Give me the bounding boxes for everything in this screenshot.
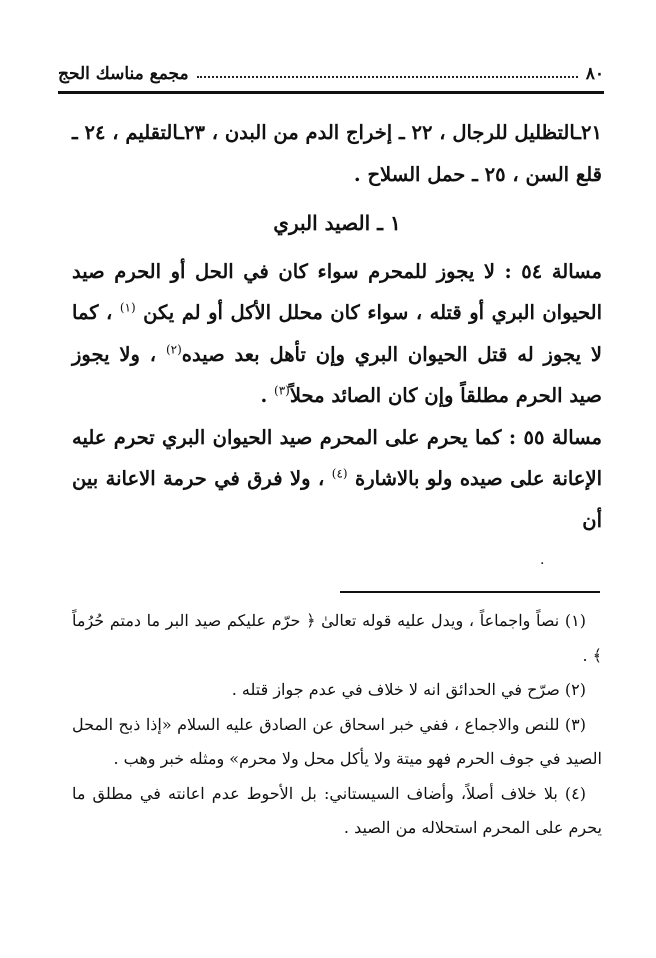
footnote-ref-3: (٣)	[274, 383, 290, 398]
header-book-title: مجمع مناسك الحج	[58, 64, 189, 84]
footnote-1: (١) نصاً واجماعاً ، ويدل عليه قوله تعالىٰ ﴿ حرّم عليكم صيد البر ما دمتم حُرُماً ﴾ .	[72, 611, 602, 665]
footnote-ref-4: (٤)	[331, 466, 348, 481]
section-heading: ١ ـ الصيد البري	[273, 211, 401, 235]
main-text	[72, 112, 602, 541]
footnote-ref-2: (٢)	[165, 342, 182, 356]
footnotes	[72, 604, 602, 846]
header-dot-leader	[197, 76, 578, 78]
issue-54-text-c: ، ولا يجوز صيد الحرم مطلقاً وإن كان الصائد محلاً	[72, 342, 602, 407]
header-rule	[58, 91, 604, 94]
footnote-3: (٣) للنص والاجماع ، ففي خبر اسحاق عن الصادق عليه السلام «إذا ذبح المحل الصيد في جوف الحرم فهو ميتة ولا يأكل محل ولا محرم» ومثله خبر وهب .	[72, 714, 602, 768]
footnote-4: (٤) بلا خلاف أصلاً، وأضاف السيستاني: بل الأحوط عدم اعانته في مطلق ما يحرم على المحرم استحلاله من الصيد .	[72, 783, 602, 837]
running-header	[58, 54, 604, 84]
issue-54-text-b: ، كما لا يجوز له قتل الحيوان البري وإن تأهل بعد صيده	[72, 301, 603, 366]
issue-54-text-d: .	[260, 384, 268, 407]
footnote-ref-1: (١)	[119, 300, 136, 315]
prohibitions-list: ٢١ـالتظليل للرجال ، ٢٢ ـ إخراج الدم من البدن ، ٢٣ـالتقليم ، ٢٤ ـ قلع السن ، ٢٥ ـ حمل السلاح .	[72, 121, 602, 186]
stray-mark: .	[540, 552, 545, 568]
issue-55-label: مسالة ٥٥	[523, 425, 602, 449]
issue-55-text-a: : كما يحرم على المحرم صيد الحيوان البري تحرم عليه الإعانة على صيده ولو بالاشارة	[72, 425, 602, 490]
footnote-2: (٢) صرّح في الحدائق انه لا خلاف في عدم جواز قتله .	[231, 680, 586, 699]
issue-54-text-a: : لا يجوز للمحرم سواء كان في الحل أو الحرم صيد الحيوان البري أو قتله ، سواء كان محلل الأكل أو لم يكن	[72, 259, 603, 324]
page-number: ٨٠	[585, 64, 604, 84]
issue-55-text-b: ، ولا فرق في حرمة الاعانة بين أن	[72, 467, 602, 532]
issue-54-paragraph	[72, 251, 602, 417]
issue-54-label: مسالة ٥٤	[521, 259, 602, 283]
footnote-separator	[340, 591, 600, 593]
issue-55-paragraph	[72, 417, 602, 542]
